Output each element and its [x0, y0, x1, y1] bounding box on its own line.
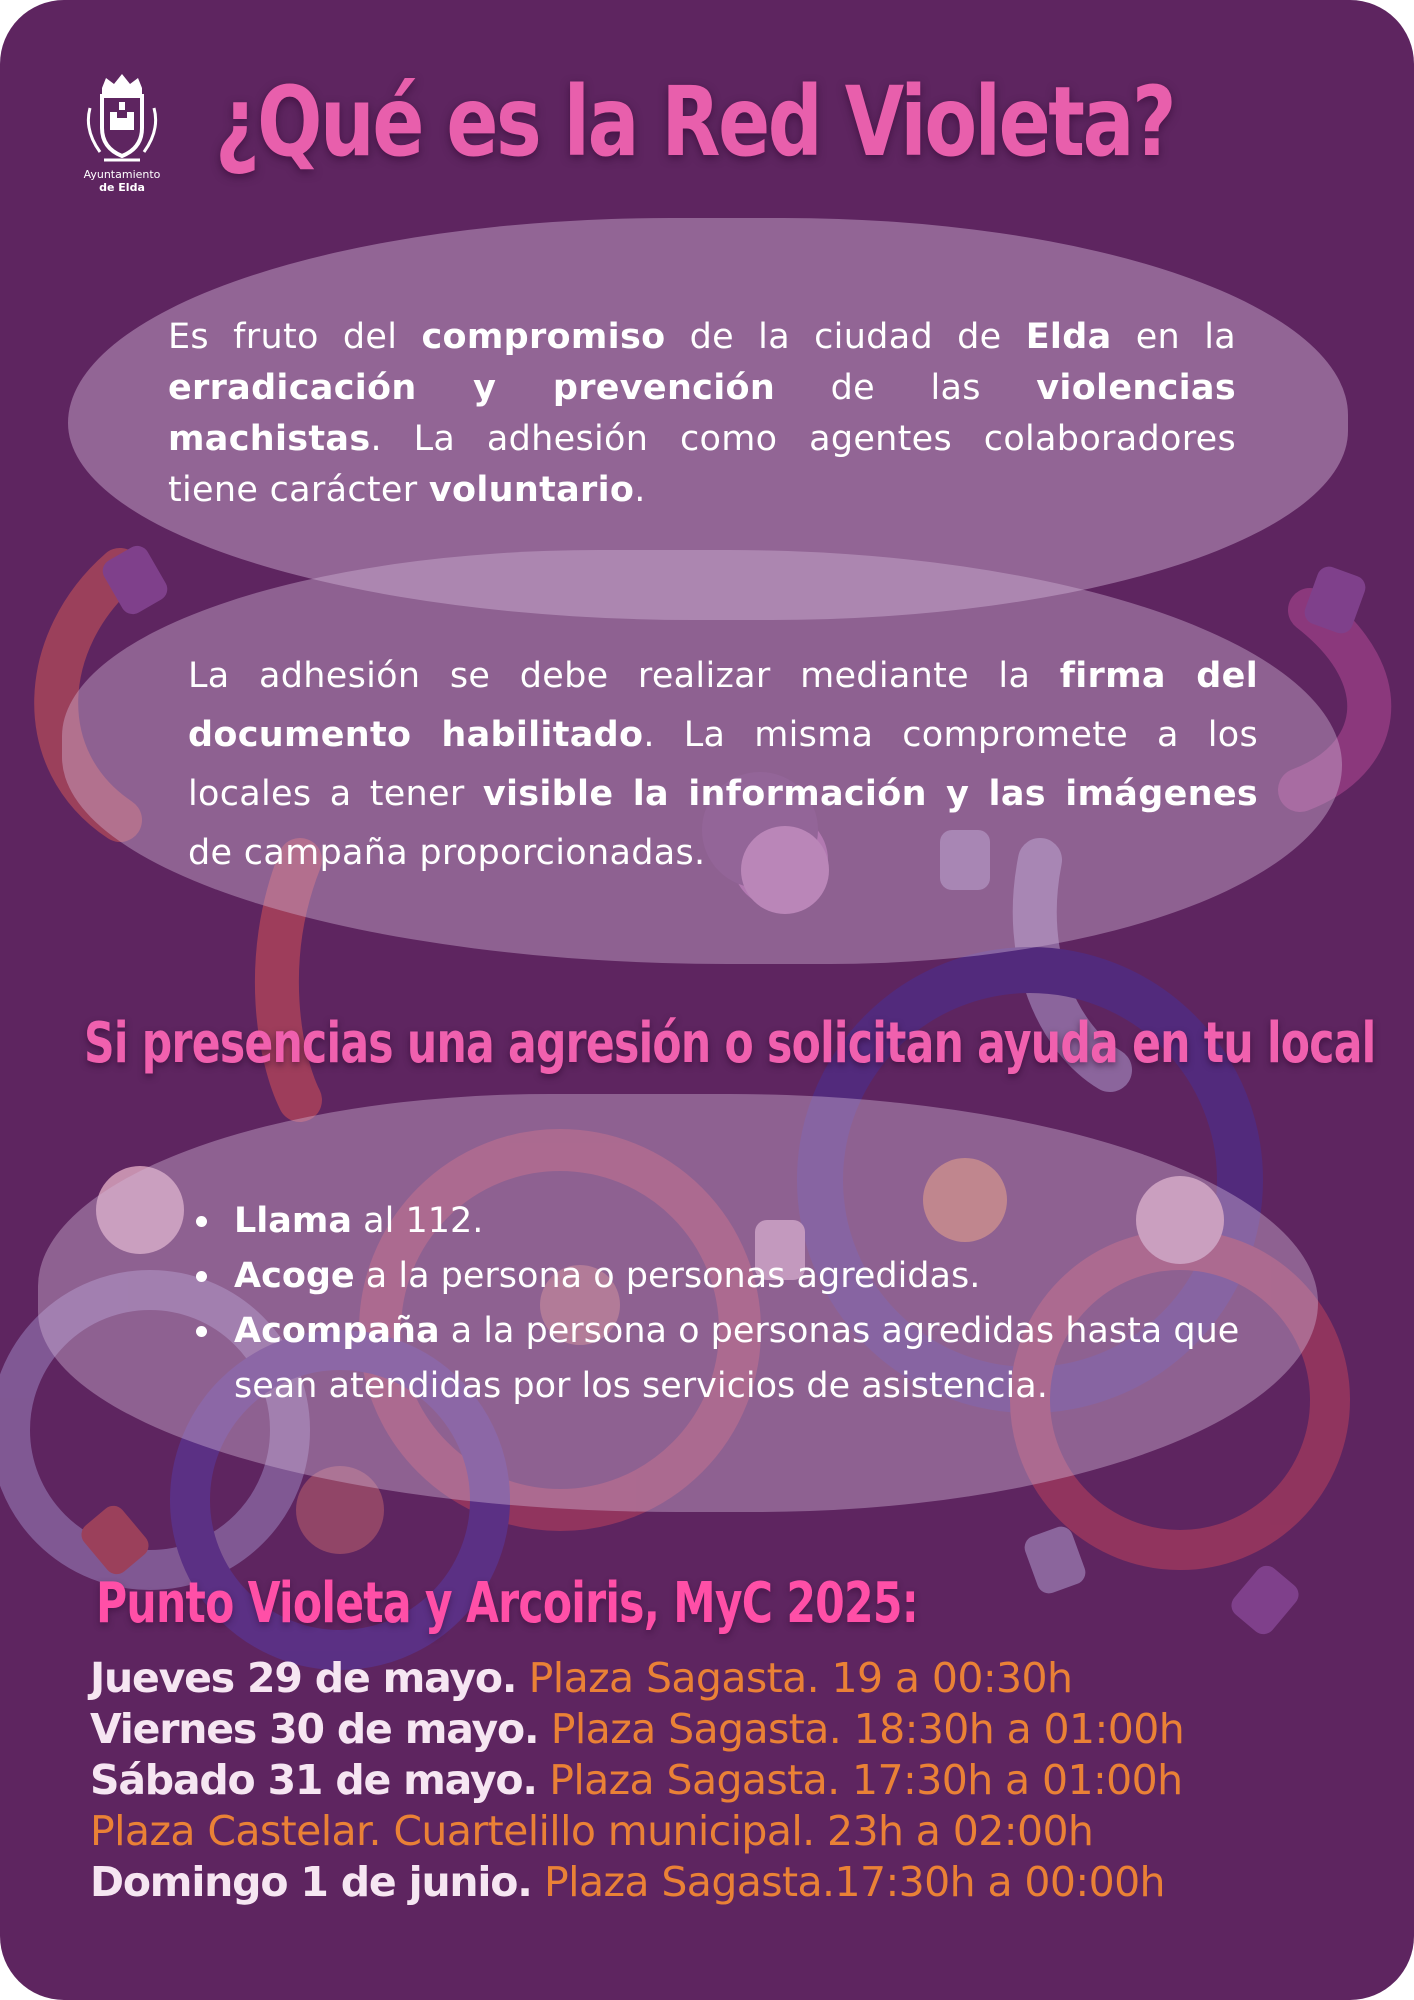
intro-paragraph-1: [168, 312, 1236, 516]
list-item: [196, 1194, 1296, 1249]
schedule-place: Plaza Sagasta. 19 a 00:30h: [516, 1654, 1073, 1702]
schedule-heading: Punto Violeta y Arcoiris, MyC 2025:: [96, 1571, 919, 1636]
text-run: de campaña proporcionadas.: [188, 833, 706, 873]
text-run: Es fruto del: [168, 317, 422, 357]
action-verb: Acompaña: [234, 1311, 440, 1351]
schedule-place: Plaza Sagasta.17:30h a 00:00h: [531, 1858, 1165, 1906]
intro-paragraph-2: [188, 647, 1258, 883]
schedule-day: Domingo 1 de junio.: [90, 1858, 532, 1906]
section-heading: Si presencias una agresión o solicitan ayuda en tu local: [84, 1011, 1376, 1076]
bold-text-run: violencias machistas: [168, 368, 1236, 459]
schedule-row: [90, 1653, 1390, 1704]
schedule-day: Sábado 31 de mayo.: [90, 1756, 537, 1804]
text-run: . La misma compromete a los locales a tener: [188, 715, 1258, 814]
schedule-row: [90, 1704, 1390, 1755]
action-text: al 112.: [352, 1201, 484, 1241]
logo-text-line2: de Elda: [99, 181, 145, 194]
schedule-row: [90, 1806, 1390, 1857]
bold-text-run: compromiso: [421, 317, 666, 357]
schedule-place: Plaza Sagasta. 18:30h a 01:00h: [538, 1705, 1185, 1753]
action-text: a la persona o personas agredidas.: [354, 1256, 981, 1296]
action-list: [196, 1194, 1296, 1414]
text-run: en la: [1111, 317, 1236, 357]
text-run: . La adhesión como agentes colaboradores tiene carácter: [168, 419, 1236, 510]
page-title: ¿Qué es la Red Violeta?: [215, 66, 1175, 178]
schedule-place: Plaza Sagasta. 17:30h a 01:00h: [536, 1756, 1183, 1804]
bold-text-run: Elda: [1025, 317, 1112, 357]
action-text: a la persona o personas agredidas hasta que sean atendidas por los servicios de asistencia.: [234, 1311, 1240, 1406]
schedule-day: Viernes 30 de mayo.: [90, 1705, 539, 1753]
bold-text-run: voluntario: [428, 470, 635, 510]
schedule-row: [90, 1755, 1390, 1806]
bold-text-run: erradicación y prevención: [168, 368, 776, 408]
text-run: de la ciudad de: [665, 317, 1026, 357]
action-verb: Llama: [234, 1201, 353, 1241]
action-verb: Acoge: [234, 1256, 355, 1296]
text-run: La adhesión se debe realizar mediante la: [188, 656, 1060, 696]
text-run: .: [634, 470, 646, 510]
text-run: de las: [775, 368, 1037, 408]
coat-of-arms-icon: [80, 68, 164, 168]
list-item: [196, 1304, 1296, 1414]
schedule-list: [90, 1653, 1390, 1908]
logo-text-line1: Ayuntamiento: [83, 168, 161, 181]
schedule-day: Jueves 29 de mayo.: [90, 1654, 517, 1702]
bold-text-run: firma del documento habilitado: [188, 656, 1259, 755]
hand-shape: [1227, 1561, 1304, 1639]
bold-text-run: visible la información y las imágenes: [482, 774, 1258, 814]
list-item: [196, 1249, 1296, 1304]
city-council-logo: [52, 68, 192, 218]
schedule-row: [90, 1857, 1390, 1908]
schedule-place: Plaza Castelar. Cuartelillo municipal. 23h a 02:00h: [90, 1807, 1094, 1855]
